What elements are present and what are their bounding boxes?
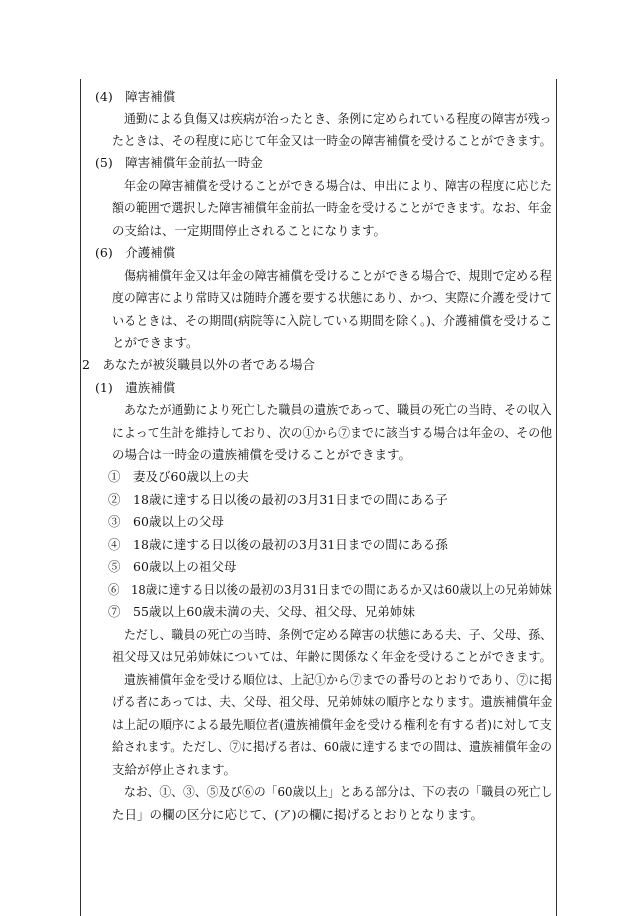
paragraph-line: 年金の障害補償を受けることができる場合は、申出により、障害の程度に応じた <box>124 178 553 193</box>
paragraph-line: 額の範囲で選択した障害補償年金前払一時金を受けることができます。なお、年金 <box>112 200 552 215</box>
section-heading-disability-compensation: (4) 障害補償 <box>95 89 176 104</box>
paragraph-line: とができます。 <box>112 335 199 350</box>
paragraph-line: 支給が停止されます。 <box>112 762 237 777</box>
section-heading-survivor-compensation: (1) 遺族補償 <box>95 380 176 395</box>
paragraph-line: 通勤による負傷又は疾病が治ったとき、条例に定められている程度の障害が残っ <box>124 111 552 126</box>
section-heading-lump-sum-advance: (5) 障害補償年金前払一時金 <box>95 155 263 170</box>
paragraph-line: 給されます。ただし、⑦に掲げる者は、60歳に達するまでの間は、遺族補償年金の <box>112 739 552 754</box>
paragraph-line: なお、①、③、⑤及び⑥の「60歳以上」とある部分は、下の表の「職員の死亡し <box>124 784 553 799</box>
paragraph-line: げる者にあっては、夫、父母、祖父母、兄弟姉妹の順序となります。遺族補償年金 <box>112 694 553 709</box>
list-item: ⑥ 18歳に達する日以後の最初の3月31日までの間にあるか又は60歳以上の兄弟姉妹 <box>108 582 552 597</box>
list-item: ② 18歳に達する日以後の最初の3月31日までの間にある子 <box>108 492 448 507</box>
page-border-left <box>80 79 81 916</box>
page-border-right <box>556 79 557 916</box>
paragraph-line: た日」の欄の区分に応じて、(ア)の欄に掲げるとおりとなります。 <box>112 807 484 822</box>
paragraph-line: ただし、職員の死亡の当時、条例で定める障害の状態にある夫、子、父母、孫、 <box>124 627 553 642</box>
paragraph-line: の場合は一時金の遺族補償を受けることができます。 <box>112 447 412 462</box>
paragraph-line: 祖父母又は兄弟姉妹については、年齢に関係なく年金を受けることができます。 <box>112 649 552 664</box>
chapter-heading-non-victim: 2 あなたが被災職員以外の者である場合 <box>82 357 315 372</box>
paragraph-line: 度の障害により常時又は随時介護を要する状態にあり、かつ、実際に介護を受けて <box>112 290 553 305</box>
list-item: ④ 18歳に達する日以後の最初の3月31日までの間にある孫 <box>108 537 448 552</box>
paragraph-line: あなたが通勤により死亡した職員の遺族であって、職員の死亡の当時、その収入 <box>124 402 552 417</box>
paragraph-line: 傷病補償年金又は年金の障害補償を受けることができる場合で、規則で定める程 <box>124 268 552 283</box>
paragraph-line: の支給は、一定期間停止されることになります。 <box>112 223 387 238</box>
section-heading-nursing-care: (6) 介護補償 <box>95 245 176 260</box>
paragraph-line: によって生計を維持しており、次の①から⑦までに該当する場合は年金の、その他 <box>112 425 553 440</box>
paragraph-line: いるときは、その期間(病院等に入院している期間を除く。)、介護補償を受けるこ <box>112 313 553 328</box>
list-item: ⑤ 60歳以上の祖父母 <box>108 559 237 574</box>
list-item: ③ 60歳以上の父母 <box>108 514 224 529</box>
paragraph-line: たときは、その程度に応じて年金又は一時金の障害補償を受けることができます。 <box>112 133 552 148</box>
paragraph-line: 遺族補償年金を受ける順位は、上記①から⑦までの番号のとおりであり、⑦に掲 <box>124 672 553 687</box>
paragraph-line: は上記の順序による最先順位者(遺族補償年金を受ける権利を有する者)に対して支 <box>112 717 552 732</box>
list-item: ⑦ 55歳以上60歳未満の夫、父母、祖父母、兄弟姉妹 <box>108 604 415 619</box>
list-item: ① 妻及び60歳以上の夫 <box>108 469 249 484</box>
